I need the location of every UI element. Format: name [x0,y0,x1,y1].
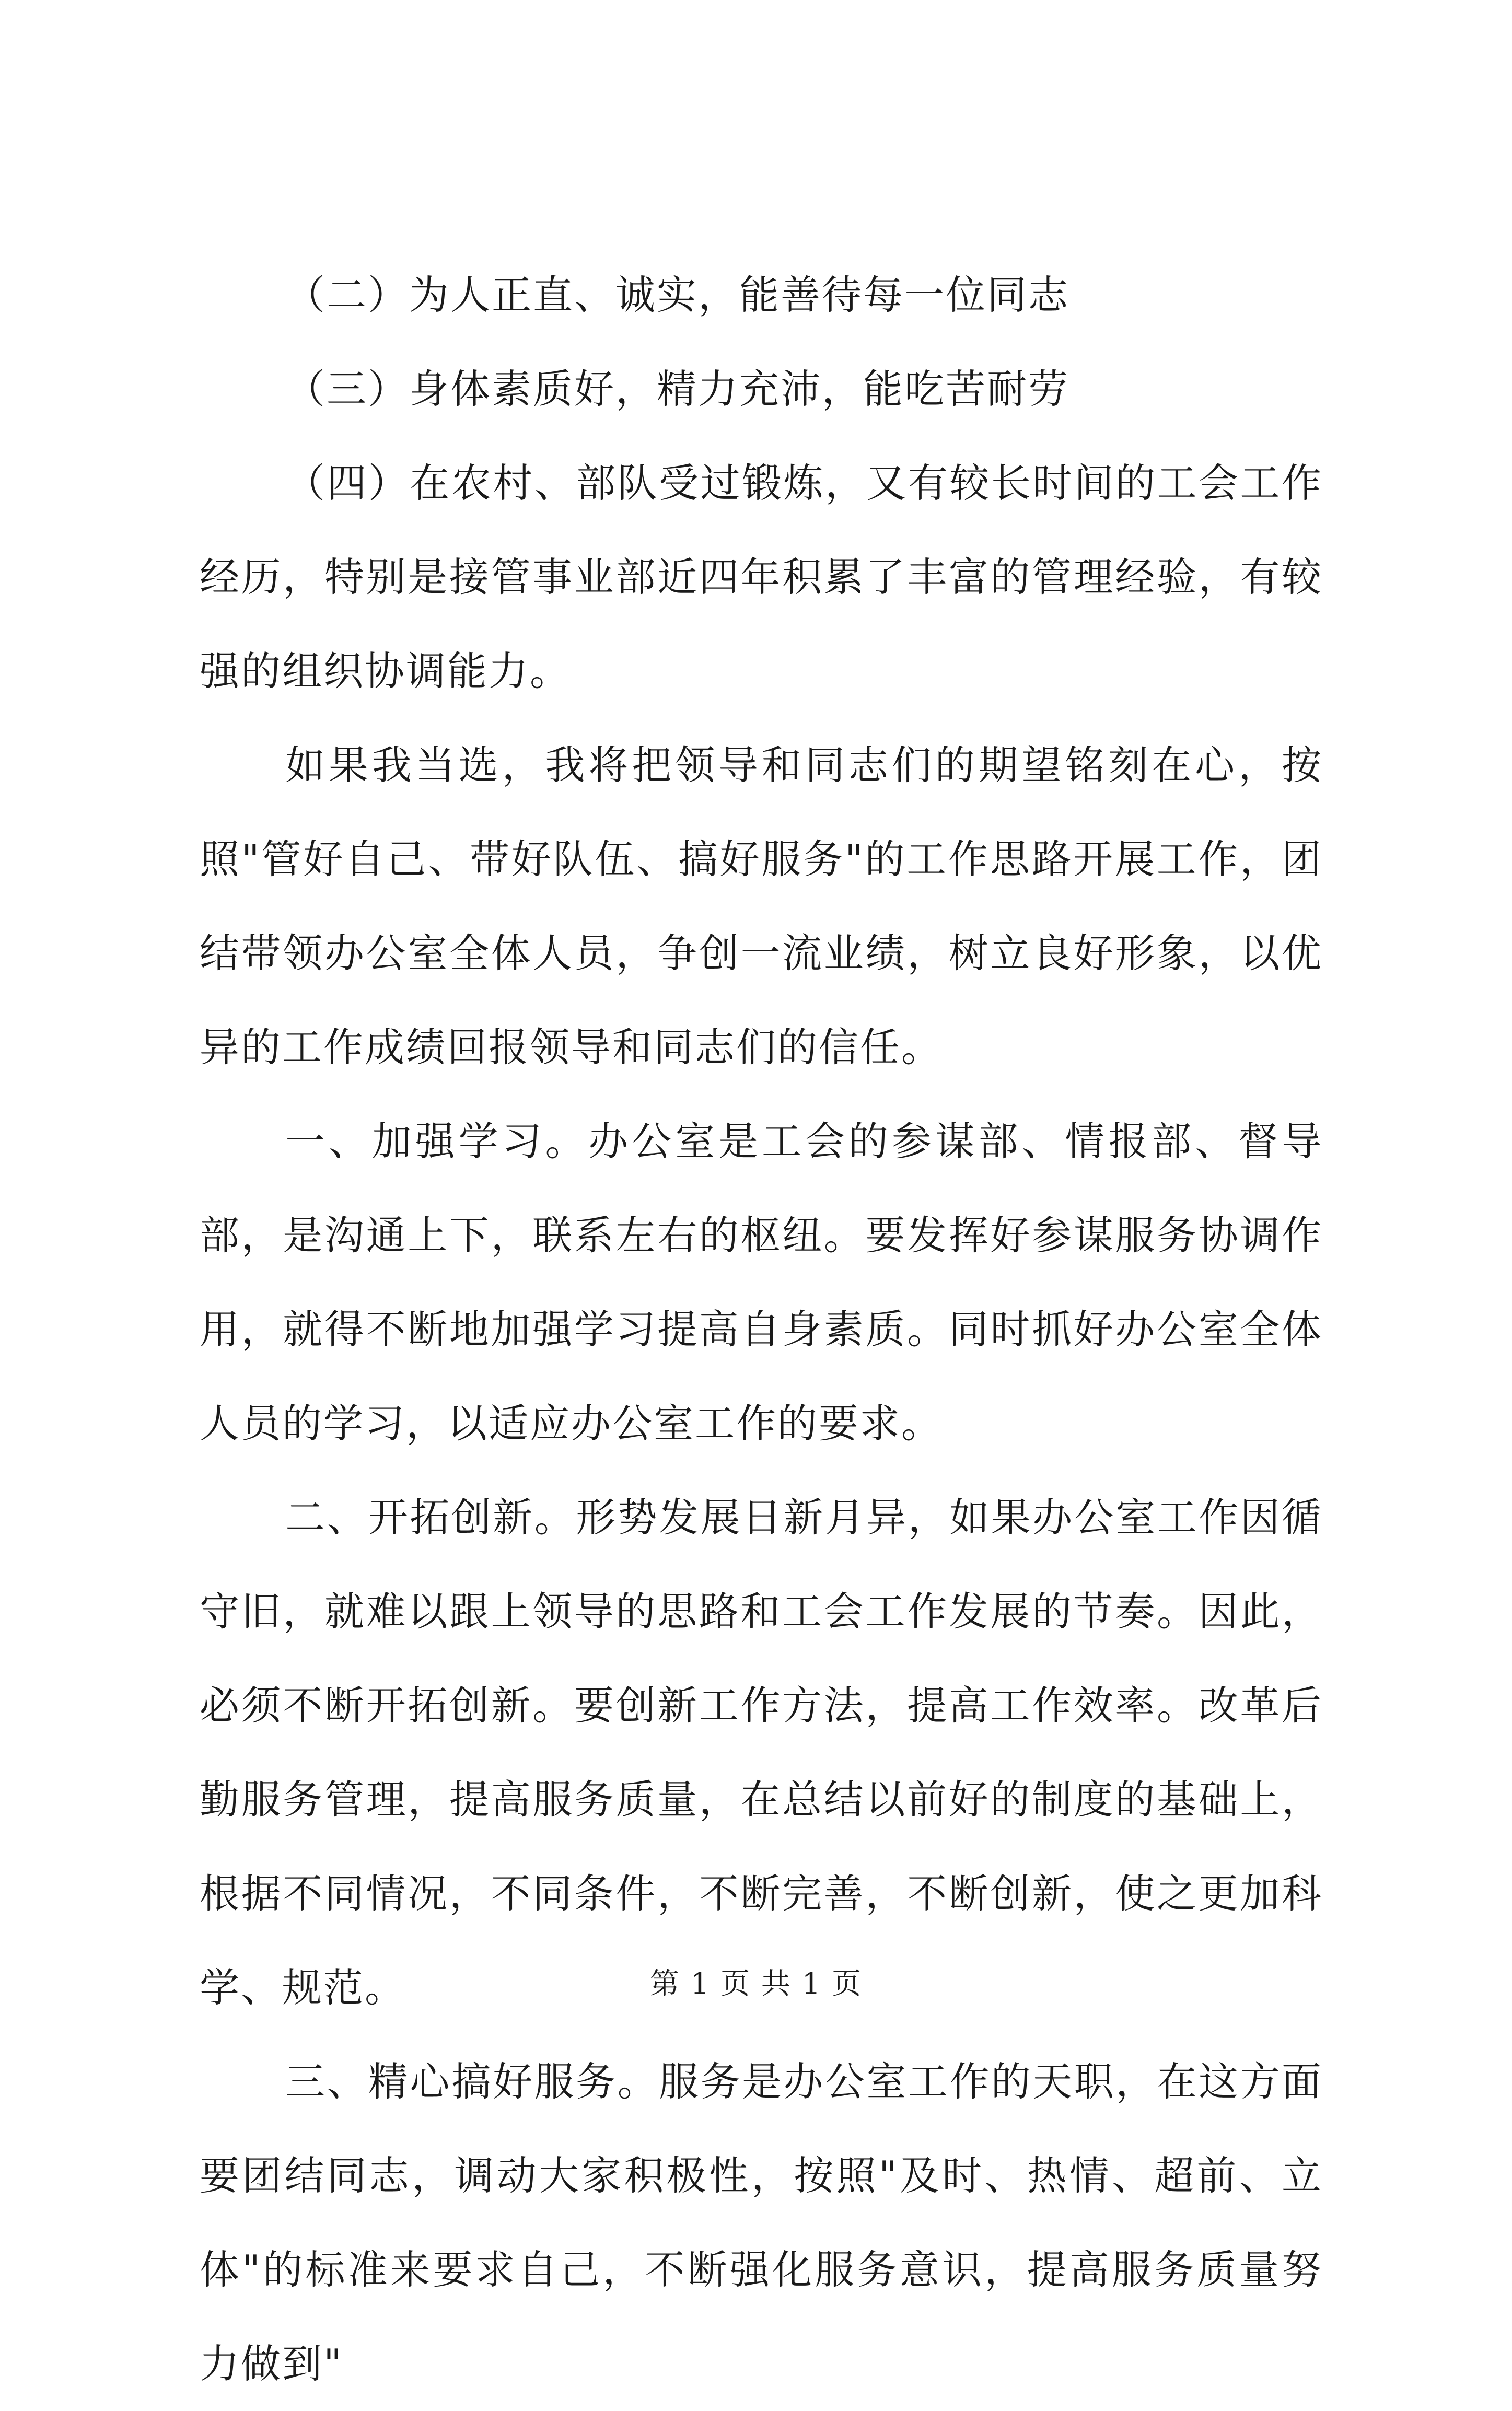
paragraph-service: 三、精心搞好服务。服务是办公室工作的天职，在这方面要团结同志，调动大家积极性，按照"及时、热情、超前、立体"的标准来要求自己，不断强化服务意识，提高服务质量努力做到" [200,2058,1323,2387]
paragraph-strengthen-learning: 一、加强学习。办公室是工会的参谋部、情报部、督导部，是沟通上下，联系左右的枢纽。要发挥好参谋服务协调作用，就得不断地加强学习提高自身素质。同时抓好办公室全体人员的学习，以适应办公室工作的要求。 [200,1118,1323,1447]
paragraph-quality-2: （二）为人正直、诚实，能善待每一位同志 [285,272,1069,318]
paragraph-if-elected: 如果我当选，我将把领导和同志们的期望铭刻在心，按照"管好自己、带好队伍、搞好服务"的工作思路开展工作，团结带领办公室全体人员，争创一流业绩，树立良好形象，以优异的工作成绩回报领导和同志们的信任。 [200,742,1323,1070]
paragraph-quality-4: （四）在农村、部队受过锻炼，又有较长时间的工会工作经历，特别是接管事业部近四年积累了丰富的管理经验，有较强的组织协调能力。 [200,460,1323,694]
paragraph-innovation: 二、开拓创新。形势发展日新月异，如果办公室工作因循守旧，就难以跟上领导的思路和工会工作发展的节奏。因此，必须不断开拓创新。要创新工作方法，提高工作效率。改革后勤服务管理，提高服务质量，在总结以前好的制度的基础上，根据不同情况，不同条件，不断完善，不断创新，使之更加科学、规范。 [200,1494,1323,2011]
document-body [200,248,1323,2411]
paragraph-quality-3: （三）身体素质好，精力充沛，能吃苦耐劳 [285,366,1069,412]
page-footer: 第 1 页 共 1 页 [649,1967,863,2001]
